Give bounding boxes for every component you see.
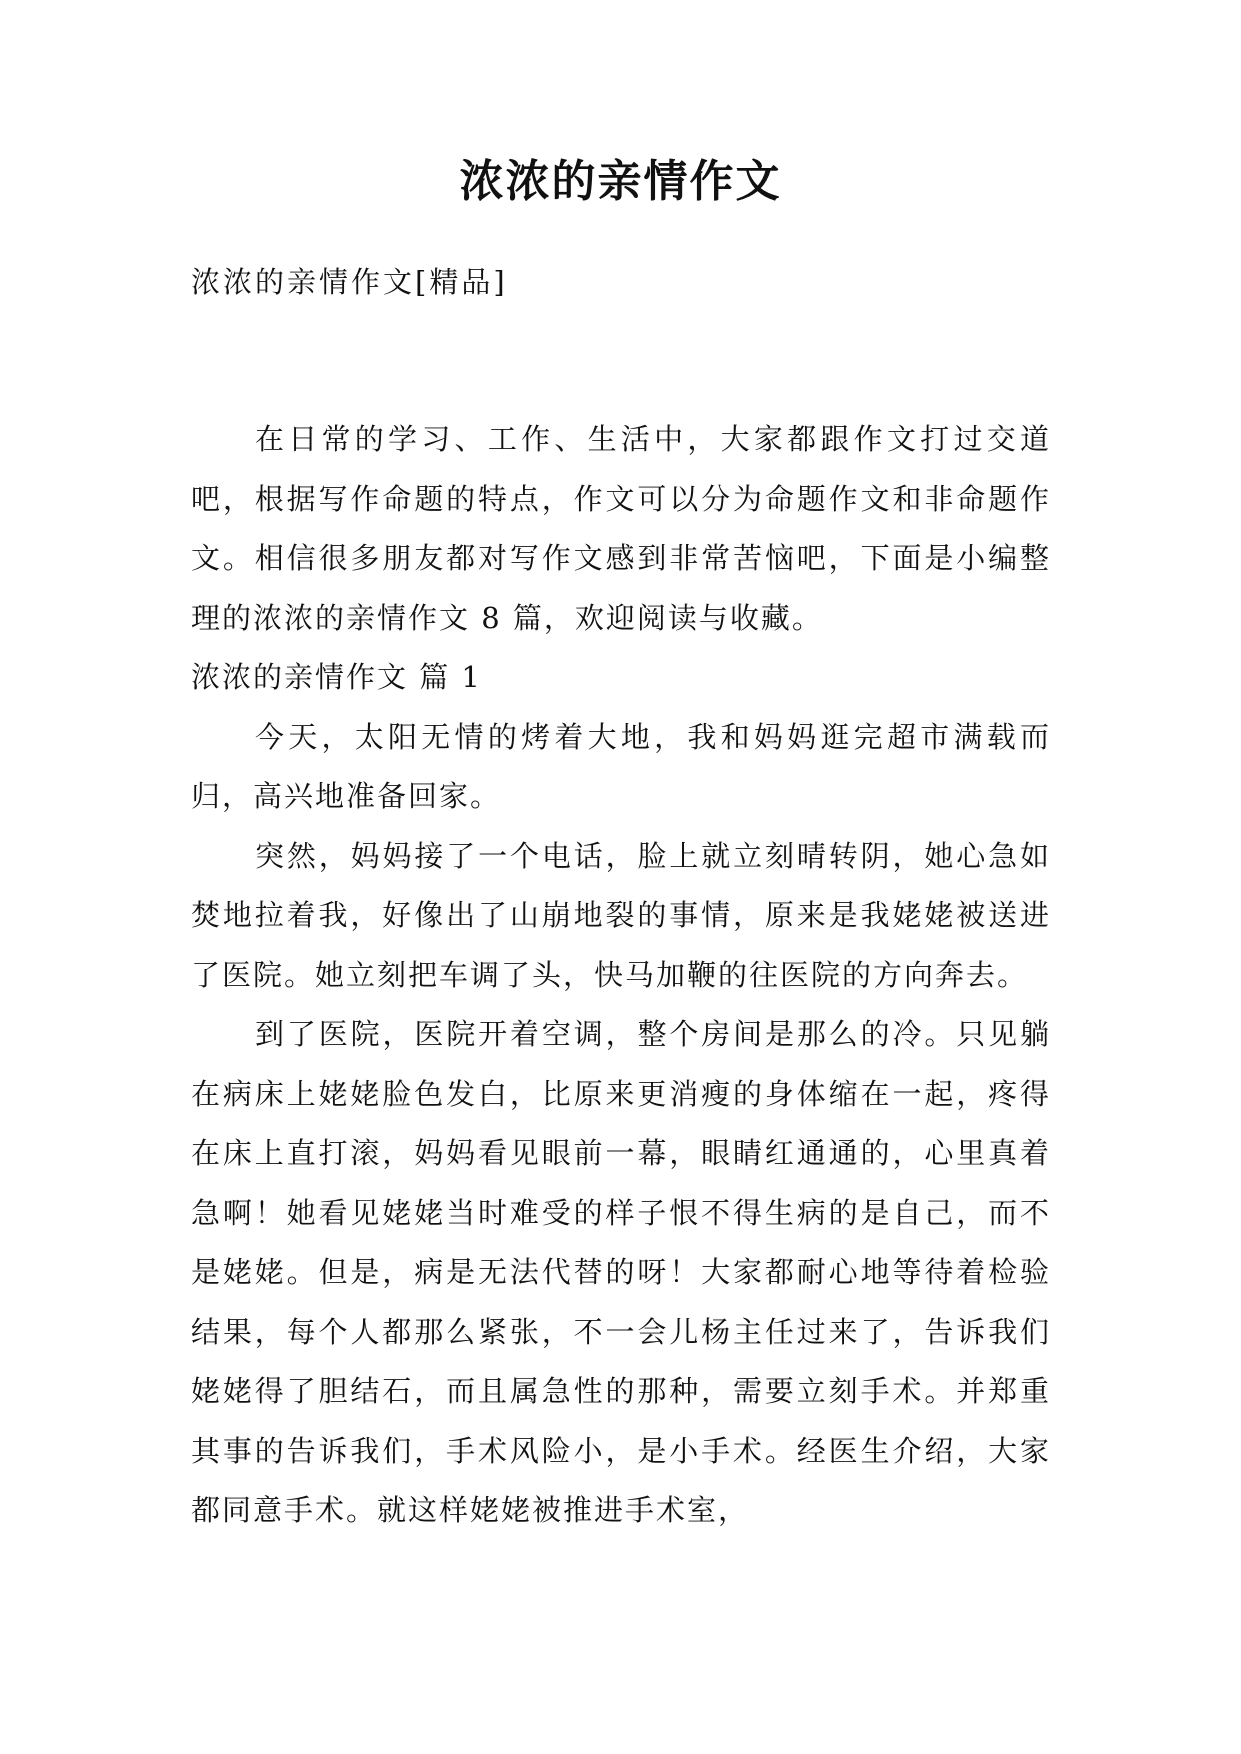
document-subtitle: 浓浓的亲情作文[精品] (191, 265, 508, 299)
body-paragraph-3: 到了医院，医院开着空调，整个房间是那么的冷。只见躺在病床上姥姥脸色发白，比原来更消瘦的身体缩在一起，疼得在床上直打滚，妈妈看见眼前一幕，眼睛红通通的，心里真着急啊！她看见姥姥当时难受的样子恨不得生病的是自己，而不是姥姥。但是，病是无法代替的呀！大家都耐心地等待着检验结果，每个人都那么紧张，不一会儿杨主任过来了，告诉我们姥姥得了胆结石，而且属急性的那种，需要立刻手术。并郑重其事的告诉我们，手术风险小，是小手术。经医生介绍，大家都同意手术。就这样姥姥被推进手术室， (191, 1017, 1051, 1527)
document-title: 浓浓的亲情作文 (459, 156, 782, 207)
body-paragraph-1: 今天，太阳无情的烤着大地，我和妈妈逛完超市满载而归，高兴地准备回家。 (191, 719, 1051, 813)
document-body (191, 410, 1051, 1541)
section-heading: 浓浓的亲情作文 篇 1 (191, 660, 482, 694)
body-paragraph-2: 突然，妈妈接了一个电话，脸上就立刻晴转阴，她心急如焚地拉着我，好像出了山崩地裂的事情，原来是我姥姥被送进了医院。她立刻把车调了头，快马加鞭的往医院的方向奔去。 (191, 838, 1051, 992)
intro-paragraph: 在日常的学习、工作、生活中，大家都跟作文打过交道吧，根据写作命题的特点，作文可以分为命题作文和非命题作文。相信很多朋友都对写作文感到非常苦恼吧，下面是小编整理的浓浓的亲情作文 8 篇，欢迎阅读与收藏。 (191, 422, 1051, 635)
